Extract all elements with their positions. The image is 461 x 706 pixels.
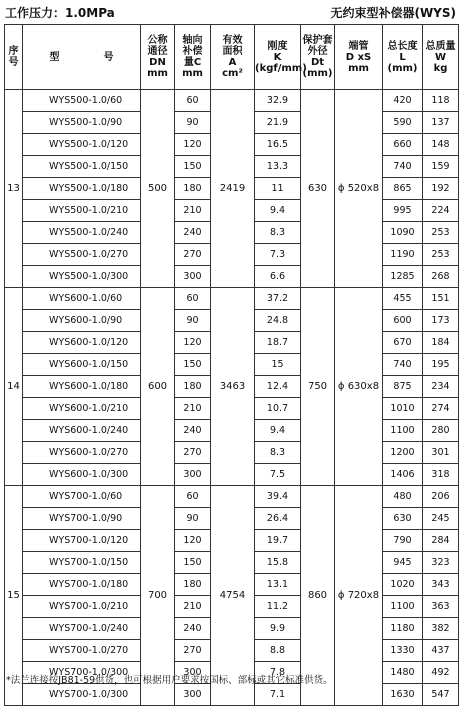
model-cell: WYS500-1.0/120 <box>23 134 141 156</box>
total-weight-cell: 184 <box>423 332 459 354</box>
total-weight-cell: 159 <box>423 156 459 178</box>
total-weight-cell: 234 <box>423 376 459 398</box>
header-line: 总长度 <box>387 40 418 52</box>
total-weight-cell: 547 <box>423 684 459 706</box>
header-line: 通径 <box>147 46 168 57</box>
total-weight-cell: 253 <box>423 244 459 266</box>
serial-no-cell: 14 <box>5 288 23 486</box>
stiffness-cell: 6.6 <box>255 266 301 288</box>
sleeve-diameter-cell: 750 <box>301 288 335 486</box>
stiffness-cell: 7.1 <box>255 684 301 706</box>
header-line: A <box>228 57 237 68</box>
stiffness-cell: 32.9 <box>255 90 301 112</box>
model-cell: WYS600-1.0/90 <box>23 310 141 332</box>
compensation-cell: 300 <box>175 464 211 486</box>
compensation-cell: 240 <box>175 222 211 244</box>
compensation-cell: 180 <box>175 574 211 596</box>
sheet-title: 无约束型补偿器(WYS) <box>330 6 456 20</box>
header-line: DN <box>149 57 166 68</box>
model-cell: WYS700-1.0/240 <box>23 618 141 640</box>
model-cell: WYS700-1.0/300 <box>23 684 141 706</box>
total-length-cell: 590 <box>383 112 423 134</box>
compensation-cell: 210 <box>175 200 211 222</box>
header-line: (kgf/mm) <box>255 62 307 74</box>
model-cell: WYS500-1.0/60 <box>23 90 141 112</box>
compensation-cell: 120 <box>175 332 211 354</box>
total-length-cell: 740 <box>383 354 423 376</box>
total-length-cell: 1330 <box>383 640 423 662</box>
total-length-cell: 1285 <box>383 266 423 288</box>
header-line: 轴向 <box>182 35 203 46</box>
total-length-cell: 1190 <box>383 244 423 266</box>
model-cell: WYS500-1.0/240 <box>23 222 141 244</box>
model-cell: WYS500-1.0/300 <box>23 266 141 288</box>
header-line: 端管 <box>348 40 369 52</box>
model-cell: WYS600-1.0/270 <box>23 442 141 464</box>
stiffness-cell: 15.8 <box>255 552 301 574</box>
model-cell: WYS600-1.0/300 <box>23 464 141 486</box>
compensation-cell: 240 <box>175 618 211 640</box>
total-length-cell: 740 <box>383 156 423 178</box>
header-line: mm <box>182 68 203 79</box>
compensation-cell: 60 <box>175 288 211 310</box>
total-weight-cell: 274 <box>423 398 459 420</box>
total-length-cell: 1200 <box>383 442 423 464</box>
stiffness-cell: 15 <box>255 354 301 376</box>
total-length-cell: 670 <box>383 332 423 354</box>
total-weight-cell: 492 <box>423 662 459 684</box>
total-length-cell: 420 <box>383 90 423 112</box>
stiffness-cell: 39.4 <box>255 486 301 508</box>
compensation-cell: 150 <box>175 552 211 574</box>
stiffness-cell: 7.5 <box>255 464 301 486</box>
model-cell: WYS600-1.0/180 <box>23 376 141 398</box>
model-cell: WYS700-1.0/150 <box>23 552 141 574</box>
stiffness-cell: 26.4 <box>255 508 301 530</box>
stiffness-cell: 8.3 <box>255 442 301 464</box>
total-length-cell: 875 <box>383 376 423 398</box>
header-line: W <box>434 51 447 63</box>
footnote: *法兰连接按JB81-59供货，也可根据用户要求按国标、部标或其它标准供货。 <box>6 675 333 686</box>
total-weight-cell: 195 <box>423 354 459 376</box>
compensation-cell: 240 <box>175 420 211 442</box>
working-pressure: 工作压力：1.0MPa <box>5 6 115 20</box>
compensation-cell: 120 <box>175 530 211 552</box>
stiffness-cell: 24.8 <box>255 310 301 332</box>
total-weight-cell: 118 <box>423 90 459 112</box>
total-weight-cell: 301 <box>423 442 459 464</box>
col-stiffness-header <box>255 25 307 90</box>
total-length-cell: 1100 <box>383 420 423 442</box>
compensation-cell: 270 <box>175 640 211 662</box>
end-pipe-cell: ϕ 520x8 <box>335 90 383 288</box>
stiffness-cell: 11 <box>255 178 301 200</box>
total-weight-cell: 280 <box>423 420 459 442</box>
total-length-cell: 1020 <box>383 574 423 596</box>
spec-table <box>4 24 459 706</box>
stiffness-cell: 9.4 <box>255 420 301 442</box>
col-no-header <box>5 25 23 90</box>
total-length-cell: 660 <box>383 134 423 156</box>
nominal-diameter-cell: 600 <box>141 288 175 486</box>
model-cell: WYS500-1.0/180 <box>23 178 141 200</box>
total-weight-cell: 253 <box>423 222 459 244</box>
model-cell: WYS500-1.0/270 <box>23 244 141 266</box>
stiffness-cell: 8.8 <box>255 640 301 662</box>
total-weight-cell: 268 <box>423 266 459 288</box>
serial-no-cell: 13 <box>5 90 23 288</box>
end-pipe-cell: ϕ 720x8 <box>335 486 383 706</box>
header-line: 有效 <box>222 35 243 46</box>
header-line: 保护套 <box>302 35 333 46</box>
col-pipe-header <box>335 25 383 90</box>
stiffness-cell: 21.9 <box>255 112 301 134</box>
total-length-cell: 1100 <box>383 596 423 618</box>
stiffness-cell: 10.7 <box>255 398 301 420</box>
total-weight-cell: 343 <box>423 574 459 596</box>
nominal-diameter-cell: 700 <box>141 486 175 706</box>
compensation-cell: 210 <box>175 398 211 420</box>
model-cell: WYS500-1.0/210 <box>23 200 141 222</box>
total-length-cell: 865 <box>383 178 423 200</box>
sleeve-diameter-cell: 630 <box>301 90 335 288</box>
total-length-cell: 945 <box>383 552 423 574</box>
stiffness-cell: 9.4 <box>255 200 301 222</box>
table-row <box>5 486 459 508</box>
col-weight-header <box>423 25 459 90</box>
total-weight-cell: 224 <box>423 200 459 222</box>
model-cell: WYS600-1.0/150 <box>23 354 141 376</box>
stiffness-cell: 9.9 <box>255 618 301 640</box>
table-row <box>5 288 459 310</box>
model-cell: WYS700-1.0/180 <box>23 574 141 596</box>
compensation-cell: 120 <box>175 134 211 156</box>
total-weight-cell: 148 <box>423 134 459 156</box>
model-cell: WYS500-1.0/90 <box>23 112 141 134</box>
total-weight-cell: 245 <box>423 508 459 530</box>
total-length-cell: 1480 <box>383 662 423 684</box>
compensation-cell: 300 <box>175 684 211 706</box>
model-cell: WYS500-1.0/150 <box>23 156 141 178</box>
total-weight-cell: 206 <box>423 486 459 508</box>
header-line: 序 <box>8 46 19 57</box>
compensation-cell: 300 <box>175 266 211 288</box>
col-sleeve-header <box>301 25 335 90</box>
header-line: 总质量 <box>425 40 456 52</box>
header-line: D xS <box>345 51 372 63</box>
model-cell: WYS700-1.0/90 <box>23 508 141 530</box>
header-line: 外径 <box>307 46 328 57</box>
compensation-cell: 150 <box>175 156 211 178</box>
model-cell: WYS600-1.0/240 <box>23 420 141 442</box>
total-weight-cell: 173 <box>423 310 459 332</box>
stiffness-cell: 7.8 <box>255 662 301 684</box>
stiffness-cell: 11.2 <box>255 596 301 618</box>
compensation-cell: 210 <box>175 596 211 618</box>
model-cell: WYS700-1.0/210 <box>23 596 141 618</box>
stiffness-cell: 19.7 <box>255 530 301 552</box>
header-line: (mm) <box>387 62 418 74</box>
total-weight-cell: 363 <box>423 596 459 618</box>
effective-area-cell: 4754 <box>211 486 255 706</box>
col-area-header <box>211 25 255 90</box>
stiffness-cell: 13.3 <box>255 156 301 178</box>
total-weight-cell: 382 <box>423 618 459 640</box>
effective-area-cell: 3463 <box>211 288 255 486</box>
header-line: mm <box>147 68 168 79</box>
compensation-cell: 90 <box>175 112 211 134</box>
header-line: 刚度 <box>267 40 288 52</box>
header-line: (mm) <box>302 68 333 79</box>
sleeve-diameter-cell: 860 <box>301 486 335 706</box>
total-length-cell: 1010 <box>383 398 423 420</box>
total-weight-cell: 323 <box>423 552 459 574</box>
model-cell: WYS700-1.0/120 <box>23 530 141 552</box>
col-length-header <box>383 25 423 90</box>
header-line: cm² <box>222 68 243 79</box>
stiffness-cell: 12.4 <box>255 376 301 398</box>
sheet-header <box>5 4 456 22</box>
total-length-cell: 1406 <box>383 464 423 486</box>
total-length-cell: 600 <box>383 310 423 332</box>
header-line: K <box>273 51 282 63</box>
header-line: 补偿 <box>182 46 203 57</box>
total-length-cell: 995 <box>383 200 423 222</box>
compensation-cell: 150 <box>175 354 211 376</box>
total-length-cell: 790 <box>383 530 423 552</box>
col-comp-header <box>175 25 211 90</box>
header-row <box>5 25 459 90</box>
total-length-cell: 630 <box>383 508 423 530</box>
compensation-cell: 60 <box>175 90 211 112</box>
nominal-diameter-cell: 500 <box>141 90 175 288</box>
end-pipe-cell: ϕ 630x8 <box>335 288 383 486</box>
model-cell: WYS600-1.0/120 <box>23 332 141 354</box>
stiffness-cell: 37.2 <box>255 288 301 310</box>
compensation-cell: 180 <box>175 178 211 200</box>
total-weight-cell: 192 <box>423 178 459 200</box>
compensation-cell: 90 <box>175 310 211 332</box>
header-line: mm <box>348 62 369 74</box>
col-dn-header <box>141 25 175 90</box>
stiffness-cell: 13.1 <box>255 574 301 596</box>
header-line: 公称 <box>147 35 168 46</box>
stiffness-cell: 8.3 <box>255 222 301 244</box>
compensation-cell: 60 <box>175 486 211 508</box>
effective-area-cell: 2419 <box>211 90 255 288</box>
total-weight-cell: 137 <box>423 112 459 134</box>
compensation-cell: 90 <box>175 508 211 530</box>
col-model-header <box>23 25 141 90</box>
header-line: 号 <box>8 57 19 68</box>
header-line: 面积 <box>222 46 243 57</box>
total-weight-cell: 437 <box>423 640 459 662</box>
total-length-cell: 1090 <box>383 222 423 244</box>
header-line: L <box>399 51 406 63</box>
total-weight-cell: 318 <box>423 464 459 486</box>
model-cell: WYS600-1.0/210 <box>23 398 141 420</box>
compensation-cell: 270 <box>175 442 211 464</box>
serial-no-cell: 15 <box>5 486 23 706</box>
table-row <box>5 90 459 112</box>
stiffness-cell: 7.3 <box>255 244 301 266</box>
header-line: 号 <box>103 51 114 63</box>
total-length-cell: 1180 <box>383 618 423 640</box>
header-line: 型 <box>49 51 60 63</box>
total-length-cell: 455 <box>383 288 423 310</box>
header-line: 量C <box>183 57 202 68</box>
total-length-cell: 480 <box>383 486 423 508</box>
model-cell: WYS600-1.0/60 <box>23 288 141 310</box>
total-weight-cell: 151 <box>423 288 459 310</box>
model-cell: WYS700-1.0/270 <box>23 640 141 662</box>
model-cell: WYS700-1.0/300 <box>23 662 141 684</box>
compensation-cell: 300 <box>175 662 211 684</box>
header-line: Dt <box>310 57 325 68</box>
compensation-cell: 270 <box>175 244 211 266</box>
total-length-cell: 1630 <box>383 684 423 706</box>
stiffness-cell: 16.5 <box>255 134 301 156</box>
compensation-cell: 180 <box>175 376 211 398</box>
stiffness-cell: 18.7 <box>255 332 301 354</box>
model-cell: WYS700-1.0/60 <box>23 486 141 508</box>
total-weight-cell: 284 <box>423 530 459 552</box>
header-line: kg <box>433 62 448 74</box>
